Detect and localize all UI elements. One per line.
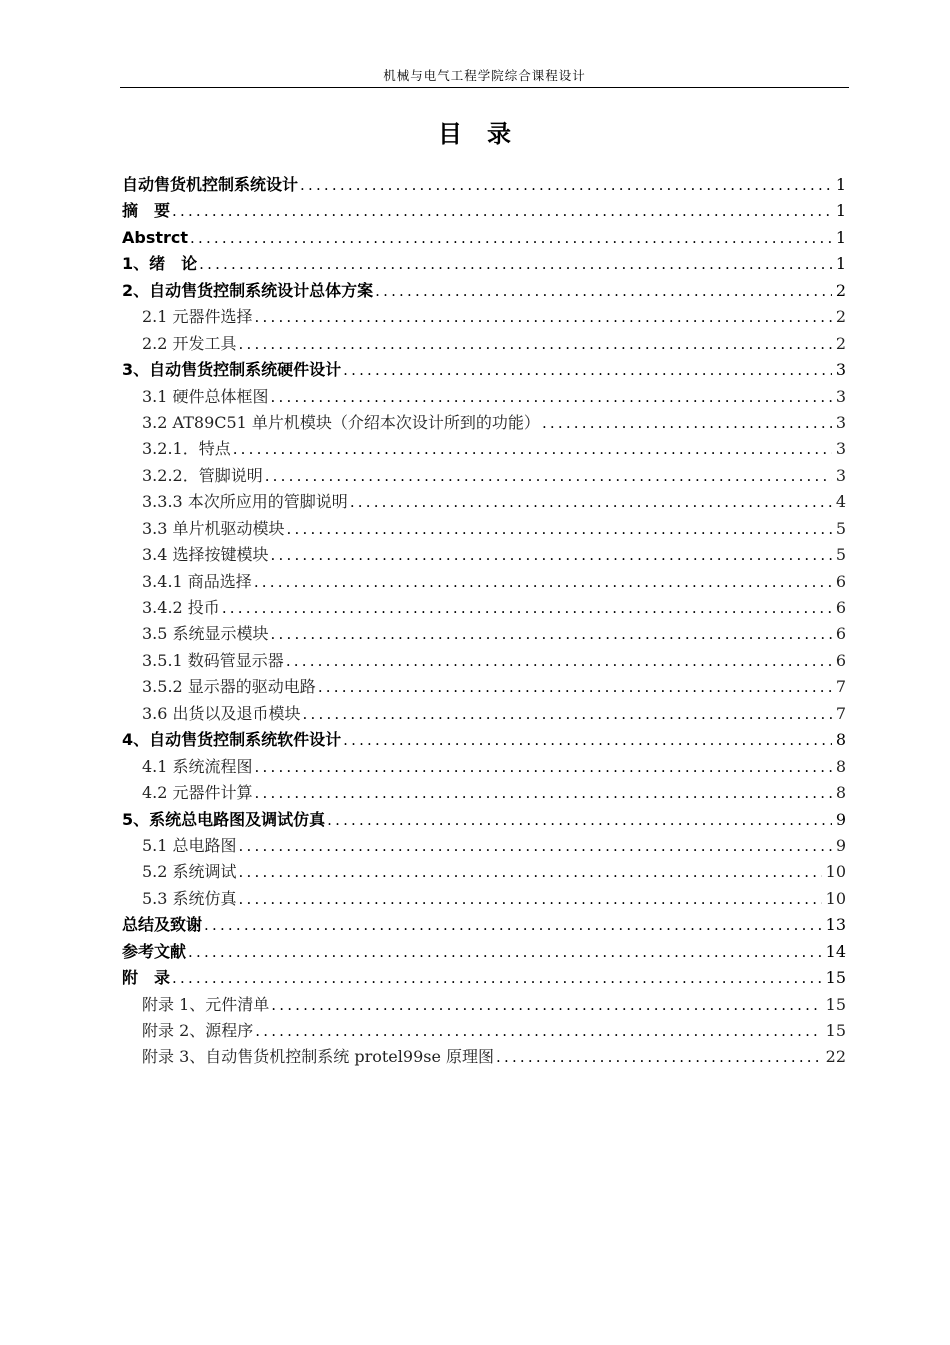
toc-entry-page: 3 <box>835 386 846 406</box>
toc-entry-label: 3.2.2．管脚说明 <box>142 465 263 485</box>
toc-entry-page: 9 <box>835 835 846 855</box>
toc-leader-dots <box>343 727 832 753</box>
toc-entry[interactable] <box>122 172 846 198</box>
toc-entry-label: 附录 3、自动售货机控制系统 protel99se 原理图 <box>142 1047 495 1067</box>
toc-entry[interactable] <box>122 384 846 410</box>
toc-entry-label: 5、系统总电路图及调试仿真 <box>122 809 326 829</box>
toc-entry-page: 14 <box>825 941 846 961</box>
toc-entry-page: 1 <box>835 175 846 194</box>
toc-leader-dots <box>239 331 832 357</box>
toc-leader-dots <box>271 384 832 410</box>
toc-leader-dots <box>300 172 832 198</box>
toc-entry-page: 3 <box>835 360 846 380</box>
toc-entry-page: 2 <box>835 333 846 353</box>
toc-entry[interactable] <box>122 251 846 277</box>
toc-entry[interactable] <box>122 278 846 304</box>
toc-entry-page: 8 <box>835 730 846 750</box>
toc-entry-label: 3.3 单片机驱动模块 <box>142 518 285 538</box>
toc-leader-dots <box>172 965 822 991</box>
toc-entry-page: 3 <box>835 412 846 432</box>
toc-leader-dots <box>255 304 832 330</box>
toc-leader-dots <box>496 1044 822 1070</box>
toc-entry-label: 总结及致谢 <box>122 915 203 935</box>
toc-entry-label: 4.2 元器件计算 <box>142 783 253 803</box>
toc-leader-dots <box>239 886 822 912</box>
toc-leader-dots <box>327 807 832 833</box>
toc-entry-page: 5 <box>835 545 846 565</box>
toc-entry-page: 8 <box>835 783 846 803</box>
toc-entry[interactable] <box>122 304 846 330</box>
toc-entry[interactable] <box>122 569 846 595</box>
toc-entry[interactable] <box>122 859 846 885</box>
toc-leader-dots <box>286 648 832 674</box>
toc-entry[interactable] <box>122 674 846 700</box>
toc-entry[interactable] <box>122 489 846 515</box>
toc-entry-page: 3 <box>835 439 846 459</box>
toc-leader-dots <box>303 701 832 727</box>
toc-entry[interactable] <box>122 754 846 780</box>
toc-entry-page: 10 <box>825 888 846 908</box>
toc-entry-label: 3.5 系统显示模块 <box>142 624 269 644</box>
toc-leader-dots <box>318 674 832 700</box>
toc-leader-dots <box>239 833 832 859</box>
toc-entry-label: 摘 要 <box>122 201 171 221</box>
toc-leader-dots <box>350 489 832 515</box>
toc-entry[interactable] <box>122 436 846 462</box>
toc-entry-page: 8 <box>835 756 846 776</box>
toc-entry-label: 自动售货机控制系统设计 <box>122 175 299 194</box>
toc-entry-page: 10 <box>825 862 846 882</box>
toc-entry[interactable] <box>122 542 846 568</box>
toc-entry-page: 15 <box>825 994 846 1014</box>
toc-leader-dots <box>254 569 832 595</box>
toc-entry[interactable] <box>122 807 846 833</box>
toc-leader-dots <box>188 939 822 965</box>
toc-entry-page: 2 <box>835 280 846 300</box>
toc-leader-dots <box>222 595 832 621</box>
toc-entry-page: 1 <box>835 201 846 221</box>
toc-entry-label: 3.1 硬件总体框图 <box>142 386 269 406</box>
toc-leader-dots <box>287 516 832 542</box>
toc-entry[interactable] <box>122 331 846 357</box>
toc-entry-label: 1、绪 论 <box>122 254 198 274</box>
toc-entry-page: 9 <box>835 809 846 829</box>
toc-leader-dots <box>271 992 821 1018</box>
toc-entry-page: 2 <box>835 307 846 327</box>
toc-entry-label: 附录 2、源程序 <box>142 1021 254 1040</box>
toc-title <box>0 114 950 149</box>
toc-entry[interactable] <box>122 886 846 912</box>
toc-entry-page: 15 <box>825 968 846 988</box>
toc-entry-page: 6 <box>835 624 846 644</box>
toc-entry-label: 3.5.2 显示器的驱动电路 <box>142 677 316 697</box>
toc-entry-page: 3 <box>835 465 846 485</box>
toc-entry-page: 22 <box>825 1047 846 1067</box>
toc-leader-dots <box>542 410 832 436</box>
toc-entry[interactable] <box>122 648 846 674</box>
toc-entry-page: 1 <box>835 254 846 274</box>
toc-entry-label: 4、自动售货控制系统软件设计 <box>122 730 342 750</box>
toc-entry[interactable] <box>122 1044 846 1070</box>
toc-entry[interactable] <box>122 780 846 806</box>
toc-entry-label: 3、自动售货控制系统硬件设计 <box>122 360 342 380</box>
toc-entry-label: 3.2 AT89C51 单片机模块（介绍本次设计所到的功能） <box>142 412 540 432</box>
toc-entry-label: 3.5.1 数码管显示器 <box>142 650 284 670</box>
toc-entry[interactable] <box>122 621 846 647</box>
table-of-contents <box>122 172 846 1071</box>
toc-entry-label: 3.2.1．特点 <box>142 439 231 459</box>
toc-entry[interactable] <box>122 198 846 224</box>
toc-leader-dots <box>271 621 832 647</box>
toc-leader-dots <box>265 463 832 489</box>
toc-entry[interactable] <box>122 833 846 859</box>
toc-entry[interactable] <box>122 463 846 489</box>
toc-entry-label: 附 录 <box>122 968 171 988</box>
toc-entry-page: 6 <box>835 598 846 617</box>
toc-entry[interactable] <box>122 701 846 727</box>
toc-leader-dots <box>375 278 832 304</box>
toc-entry-page: 4 <box>835 492 846 512</box>
toc-leader-dots <box>233 436 832 462</box>
toc-entry-label: 5.3 系统仿真 <box>142 888 237 908</box>
toc-leader-dots <box>255 780 832 806</box>
toc-entry-label: 3.4 选择按键模块 <box>142 545 269 565</box>
toc-entry[interactable] <box>122 595 846 621</box>
toc-title-part-2: 录 <box>487 120 512 148</box>
toc-leader-dots <box>199 251 832 277</box>
toc-entry-label: 参考文献 <box>122 941 187 961</box>
toc-entry[interactable] <box>122 992 846 1018</box>
toc-entry-page: 6 <box>835 650 846 670</box>
toc-entry-page: 15 <box>825 1021 846 1040</box>
toc-entry[interactable] <box>122 939 846 965</box>
toc-entry-page: 7 <box>835 703 846 723</box>
running-header: 机械与电气工程学院综合课程设计 <box>383 68 586 83</box>
toc-entry-page: 13 <box>825 915 846 935</box>
toc-entry-label: 5.1 总电路图 <box>142 835 237 855</box>
header-divider <box>120 87 849 88</box>
toc-leader-dots <box>239 859 822 885</box>
toc-entry-label: 附录 1、元件清单 <box>142 994 270 1014</box>
toc-leader-dots <box>204 912 822 938</box>
toc-title-part-1: 目 <box>438 120 463 148</box>
toc-leader-dots <box>255 754 832 780</box>
toc-entry-label: 3.4.2 投币 <box>142 598 220 617</box>
toc-leader-dots <box>271 542 832 568</box>
toc-entry-page: 7 <box>835 677 846 697</box>
toc-entry[interactable] <box>122 1018 846 1044</box>
toc-entry-label: Abstrct <box>122 227 189 247</box>
toc-entry-label: 2、自动售货控制系统设计总体方案 <box>122 280 374 300</box>
toc-entry-label: 3.3.3 本次所应用的管脚说明 <box>142 492 348 512</box>
toc-leader-dots <box>255 1018 821 1044</box>
toc-entry[interactable] <box>122 225 846 251</box>
toc-leader-dots <box>190 225 832 251</box>
toc-entry-page: 5 <box>835 518 846 538</box>
toc-leader-dots <box>343 357 832 383</box>
toc-entry-label: 2.2 开发工具 <box>142 333 237 353</box>
toc-entry-label: 4.1 系统流程图 <box>142 756 253 776</box>
toc-entry[interactable] <box>122 965 846 991</box>
toc-entry-label: 3.6 出货以及退币模块 <box>142 703 301 723</box>
toc-entry[interactable] <box>122 516 846 542</box>
toc-entry[interactable] <box>122 410 846 436</box>
toc-entry-label: 3.4.1 商品选择 <box>142 571 252 591</box>
toc-entry-page: 1 <box>835 227 846 247</box>
toc-entry-page: 6 <box>835 571 846 591</box>
toc-entry-label: 5.2 系统调试 <box>142 862 237 882</box>
toc-entry[interactable] <box>122 727 846 753</box>
toc-entry-label: 2.1 元器件选择 <box>142 307 253 327</box>
toc-leader-dots <box>172 198 832 224</box>
toc-entry[interactable] <box>122 912 846 938</box>
toc-entry[interactable] <box>122 357 846 383</box>
